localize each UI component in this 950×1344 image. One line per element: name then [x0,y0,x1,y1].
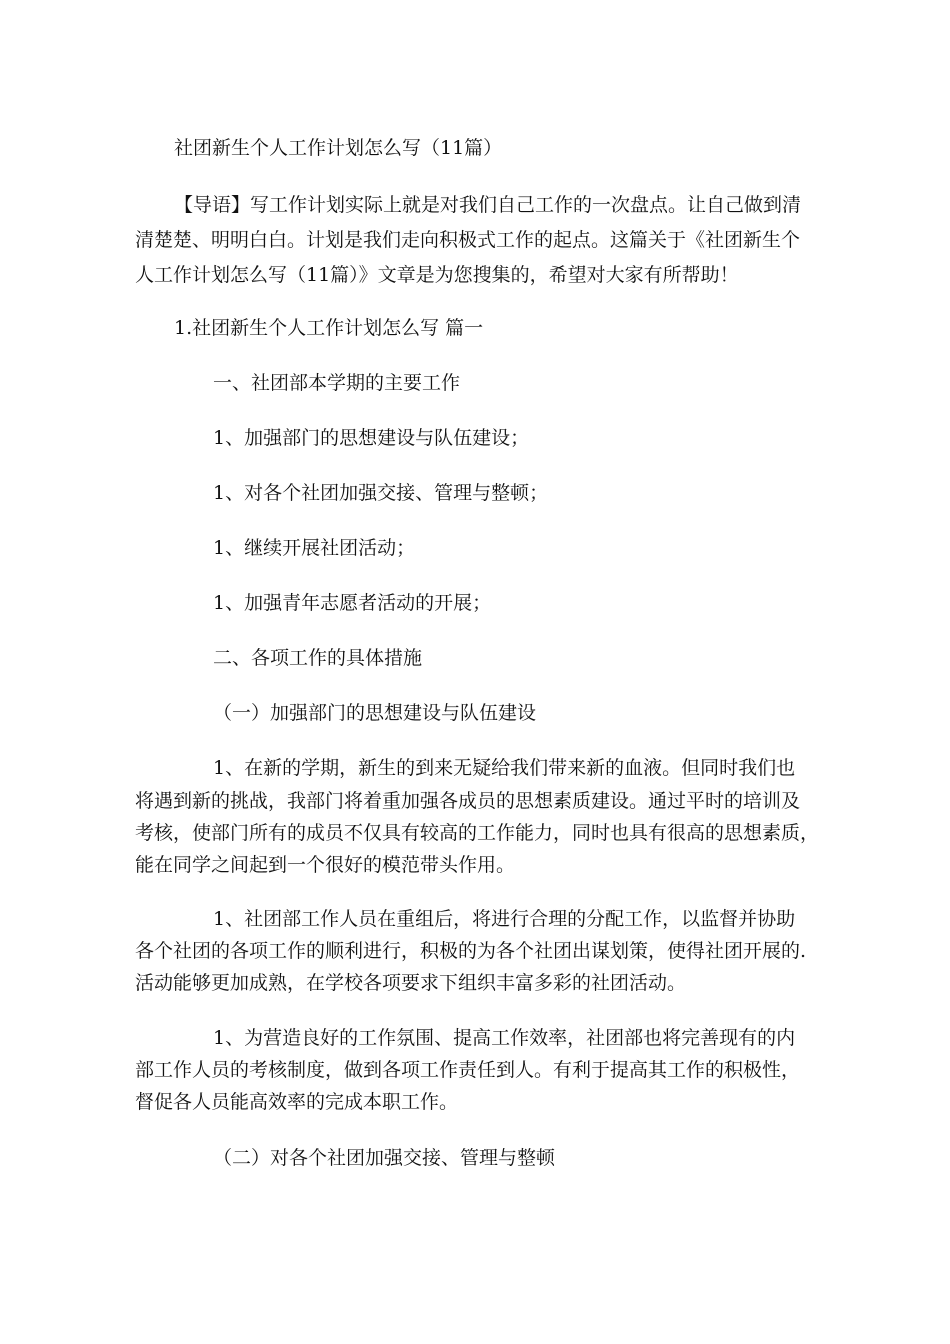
paragraph-line: 活动能够更加成熟，在学校各项要求下组织丰富多彩的社团活动。 [135,972,687,994]
section-title: 1.社团新生个人工作计划怎么写 篇一 [174,317,484,339]
paragraph-line: 部工作人员的考核制度，做到各项工作责任到人。有利于提高其工作的积极性， [135,1059,801,1081]
subheading-2: （二）对各个社团加强交接、管理与整顿 [213,1147,556,1169]
list-item: 1、继续开展社团活动； [213,537,416,559]
list-item: 1、加强部门的思想建设与队伍建设； [213,427,530,449]
heading-measures: 二、各项工作的具体措施 [213,647,423,669]
intro-lead: 【导语】 [174,194,251,216]
paragraph-line: 将遇到新的挑战，我部门将着重加强各成员的思想素质建设。通过平时的培训及 [135,790,801,812]
intro-line-1 [174,191,801,219]
list-item: 1、加强青年志愿者活动的开展； [213,592,492,614]
list-item: 1、对各个社团加强交接、管理与整顿； [213,482,549,504]
intro-line-3: 人工作计划怎么写（11篇）》文章是为您搜集的，希望对大家有所帮助！ [135,264,739,286]
paragraph-line: 1、在新的学期，新生的到来无疑给我们带来新的血液。但同时我们也 [213,757,796,779]
paragraph-line: 督促各人员能高效率的完成本职工作。 [135,1091,459,1113]
subheading-1: （一）加强部门的思想建设与队伍建设 [213,702,537,724]
paragraph-line: 各个社团的各项工作的顺利进行，积极的为各个社团出谋划策，使得社团开展的. [135,940,807,962]
intro-text: 写工作计划实际上就是对我们自己工作的一次盘点。让自己做到清 [250,194,802,216]
paragraph-line: 考核，使部门所有的成员不仅具有较高的工作能力，同时也具有很高的思想素质， [135,822,820,844]
document-title: 社团新生个人工作计划怎么写（11篇） [174,137,503,159]
paragraph-line: 1、为营造良好的工作氛围、提高工作效率，社团部也将完善现有的内 [213,1027,796,1049]
paragraph-line: 能在同学之间起到一个很好的模范带头作用。 [135,854,516,876]
heading-main-work: 一、社团部本学期的主要工作 [213,372,461,394]
intro-line-2: 清楚楚、明明白白。计划是我们走向积极式工作的起点。这篇关于《社团新生个 [135,229,801,251]
paragraph-line: 1、社团部工作人员在重组后，将进行合理的分配工作，以监督并协助 [213,908,796,930]
